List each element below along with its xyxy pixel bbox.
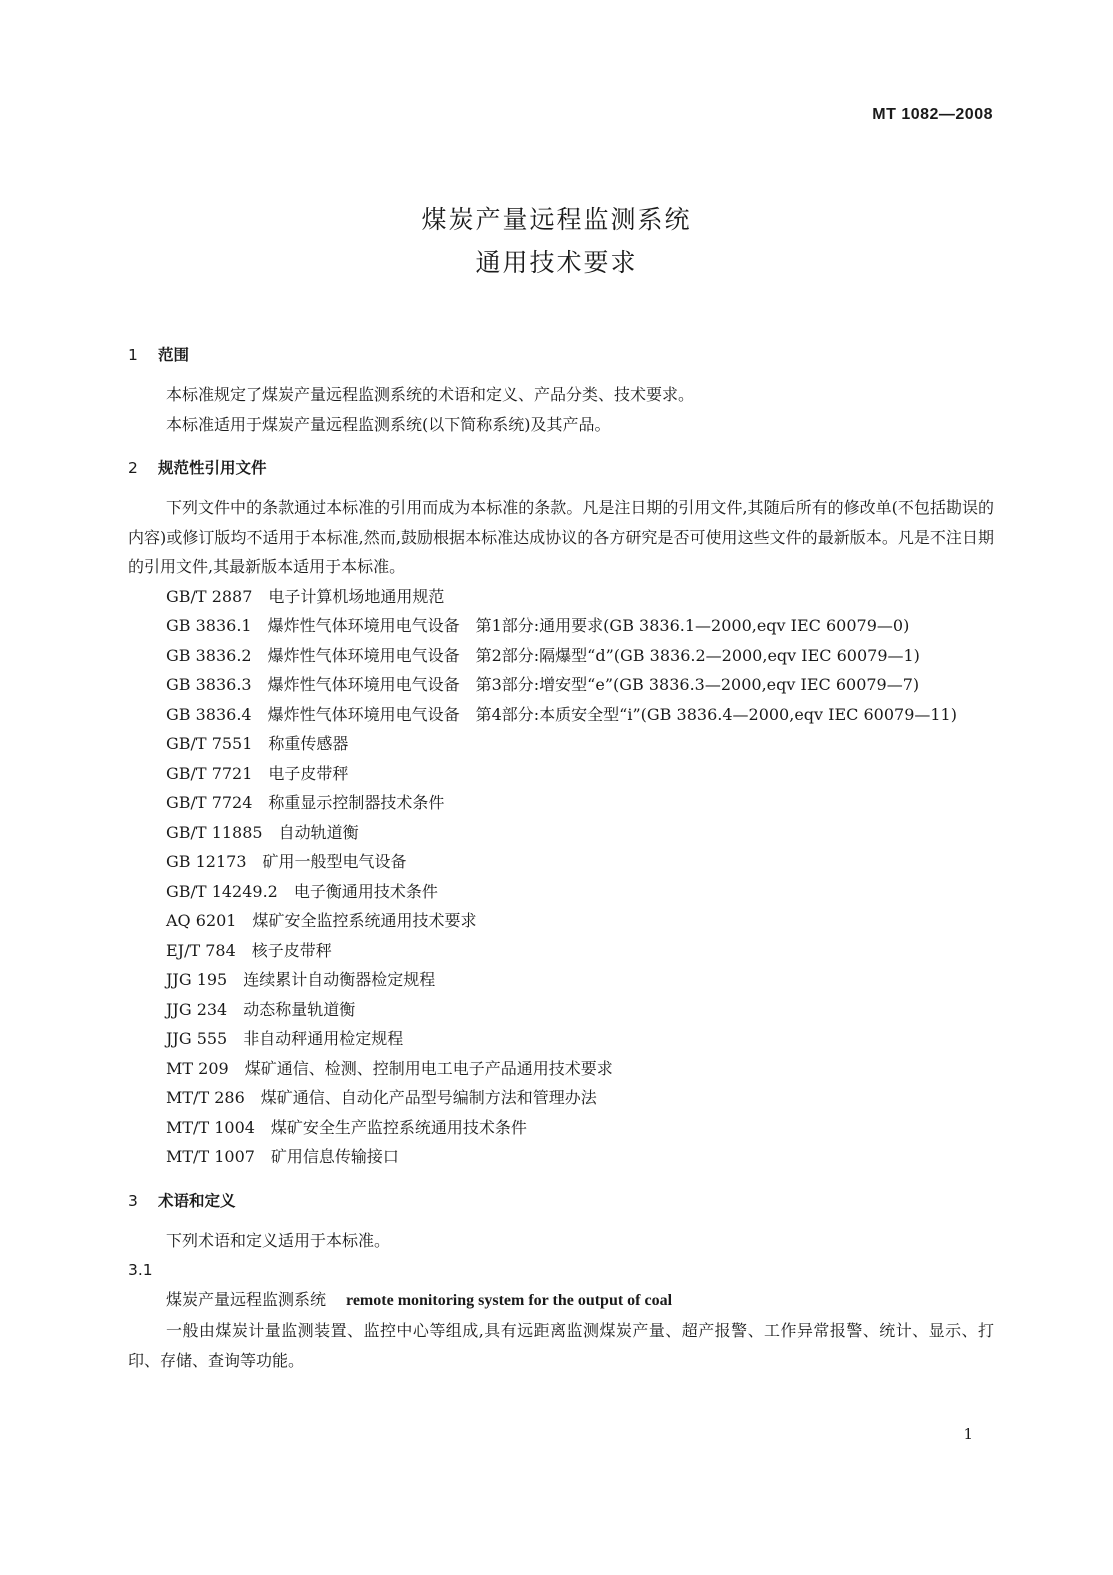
page-number: 1 (963, 1425, 973, 1443)
paragraph: 下列术语和定义适用于本标准。 (166, 1230, 391, 1250)
section-references-body (128, 493, 994, 1172)
reference-item: MT 209 煤矿通信、检测、控制用电工电子产品通用技术要求 (166, 1058, 613, 1078)
reference-item: JJG 555 非自动秤通用检定规程 (166, 1029, 404, 1048)
reference-item: MT/T 286 煤矿通信、自动化产品型号编制方法和管理办法 (166, 1088, 597, 1107)
reference-item: GB/T 7724 称重显示控制器技术条件 (166, 793, 445, 812)
reference-item: MT/T 1004 煤矿安全生产监控系统通用技术条件 (166, 1117, 527, 1137)
document-body (128, 340, 994, 1375)
document-title-line2: 通用技术要求 (475, 248, 638, 277)
section-terms-body (128, 1226, 994, 1376)
section-heading-normative-references (128, 453, 994, 483)
section-title: 术语和定义 (158, 1191, 236, 1210)
section-number: 3 (128, 1191, 138, 1210)
document-title-line1: 煤炭产量远程监测系统 (421, 205, 692, 234)
reference-item: GB 3836.2 爆炸性气体环境用电气设备 第2部分:隔爆型“d”(GB 3836.2—2000,eqv IEC 60079—1) (166, 645, 920, 665)
paragraph: 本标准适用于煤炭产量远程监测系统(以下简称系统)及其产品。 (166, 414, 611, 434)
reference-item: GB 3836.3 爆炸性气体环境用电气设备 第3部分:增安型“e”(GB 3836.3—2000,eqv IEC 60079—7) (166, 675, 920, 694)
reference-item: GB 3836.4 爆炸性气体环境用电气设备 第4部分:本质安全型“i”(GB 3836.4—2000,eqv IEC 60079—11) (166, 704, 957, 724)
section-number: 2 (128, 459, 138, 477)
section-heading-terms-definitions (128, 1186, 994, 1216)
section-title: 范围 (158, 346, 190, 364)
term-definition: 一般由煤炭计量监测装置、监控中心等组成,具有远距离监测煤炭产量、超产报警、工作异常报警、统计、显示、打印、存储、查询等功能。 (128, 1321, 994, 1370)
section-number: 1 (128, 346, 138, 364)
reference-list (128, 582, 994, 1172)
reference-item: MT/T 1007 矿用信息传输接口 (166, 1147, 399, 1166)
section-title: 规范性引用文件 (158, 459, 267, 477)
reference-item: JJG 195 连续累计自动衡器检定规程 (166, 970, 436, 989)
term-english: remote monitoring system for the output of coal (346, 1292, 673, 1309)
standard-number: MT 1082—2008 (872, 106, 993, 123)
reference-item: GB/T 7721 电子皮带秤 (166, 763, 349, 783)
reference-item: AQ 6201 煤矿安全监控系统通用技术要求 (166, 911, 477, 930)
reference-item: GB 3836.1 爆炸性气体环境用电气设备 第1部分:通用要求(GB 3836.1—2000,eqv IEC 60079—0) (166, 616, 910, 635)
term-entry (128, 1285, 994, 1316)
reference-item: JJG 234 动态称量轨道衡 (166, 999, 356, 1019)
reference-item: EJ/T 784 核子皮带秤 (166, 940, 332, 960)
term-chinese: 煤炭产量远程监测系统 (166, 1290, 327, 1309)
reference-item: GB/T 7551 称重传感器 (166, 734, 349, 753)
paragraph: 本标准规定了煤炭产量远程监测系统的术语和定义、产品分类、技术要求。 (166, 385, 695, 404)
reference-item: GB 12173 矿用一般型电气设备 (166, 852, 407, 871)
paragraph: 下列文件中的条款通过本标准的引用而成为本标准的条款。凡是注日期的引用文件,其随后所有的修改单(不包括勘误的内容)或修订版均不适用于本标准,然而,鼓励根据本标准达成协议的各方研究是否可使用这些文件的最新版本。凡是不注日期的引用文件,其最新版本适用于本标准。 (128, 498, 994, 576)
section-heading-scope (128, 340, 994, 370)
section-scope-body (128, 380, 994, 439)
reference-item: GB/T 2887 电子计算机场地通用规范 (166, 586, 445, 606)
reference-item: GB/T 14249.2 电子衡通用技术条件 (166, 881, 438, 901)
reference-item: GB/T 11885 自动轨道衡 (166, 822, 359, 842)
subclause-number: 3.1 (128, 1261, 153, 1279)
